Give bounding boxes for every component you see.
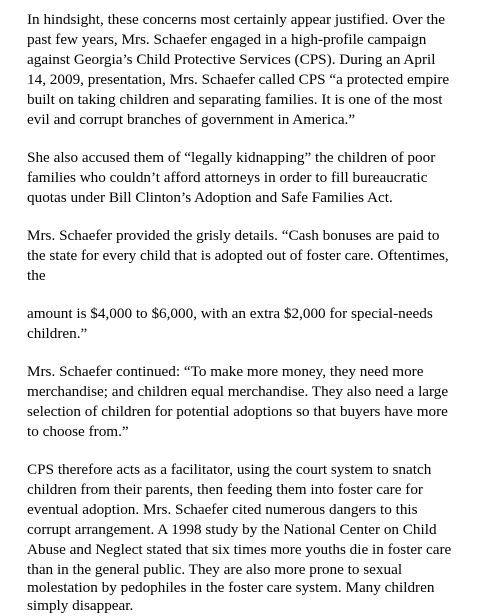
text-line: evil and corrupt branches of government in America.” [27, 111, 356, 128]
text-line: the [27, 267, 46, 284]
text-line: amount is $4,000 to $6,000, with an extra $2,000 for special-needs [27, 305, 433, 322]
text-line: past few years, Mrs. Schaefer engaged in a high-profile campaign [27, 31, 427, 48]
text-line: 14, 2009, presentation, Mrs. Schaefer called CPS “a protected empire [27, 71, 450, 88]
text-line: the state for every child that is adopted out of foster care. Oftentimes, [27, 247, 449, 264]
text-line: corrupt arrangement. A 1998 study by the National Center on Child [27, 521, 437, 538]
text-line: families who couldn’t afford attorneys in order to fill bureaucratic [27, 169, 428, 186]
text-line: Mrs. Schaefer provided the grisly details. “Cash bonuses are paid to [27, 227, 440, 244]
text-line: built on taking children and separating families. It is one of the most [27, 91, 443, 108]
text-line: Mrs. Schaefer continued: “To make more money, they need more [27, 363, 424, 380]
text-line: children from their parents, then feeding them into foster care for [27, 481, 423, 498]
text-line: than in the general public. They are also more prone to sexual [27, 561, 403, 578]
text-line: against Georgia’s Child Protective Services (CPS). During an April [27, 51, 436, 68]
text-line: molestation by pedophiles in the foster care system. Many children [27, 579, 435, 596]
text-line: Abuse and Neglect stated that six times more youths die in foster care [27, 541, 452, 558]
text-line: CPS therefore acts as a facilitator, using the court system to snatch [27, 461, 432, 478]
text-line: She also accused them of “legally kidnapping” the children of poor [27, 149, 436, 166]
text-line: to choose from.” [27, 423, 129, 440]
text-line: In hindsight, these concerns most certainly appear justified. Over the [27, 11, 445, 28]
text-line: children.” [27, 325, 88, 342]
text-line: simply disappear. [27, 597, 134, 614]
text-line: eventual adoption. Mrs. Schaefer cited numerous dangers to this [27, 501, 418, 518]
text-line: merchandise; and children equal merchandise. They also need a large [27, 383, 449, 400]
text-line: quotas under Bill Clinton’s Adoption and Safe Families Act. [27, 189, 393, 206]
text-line: selection of children for potential adoptions so that buyers have more [27, 403, 448, 420]
